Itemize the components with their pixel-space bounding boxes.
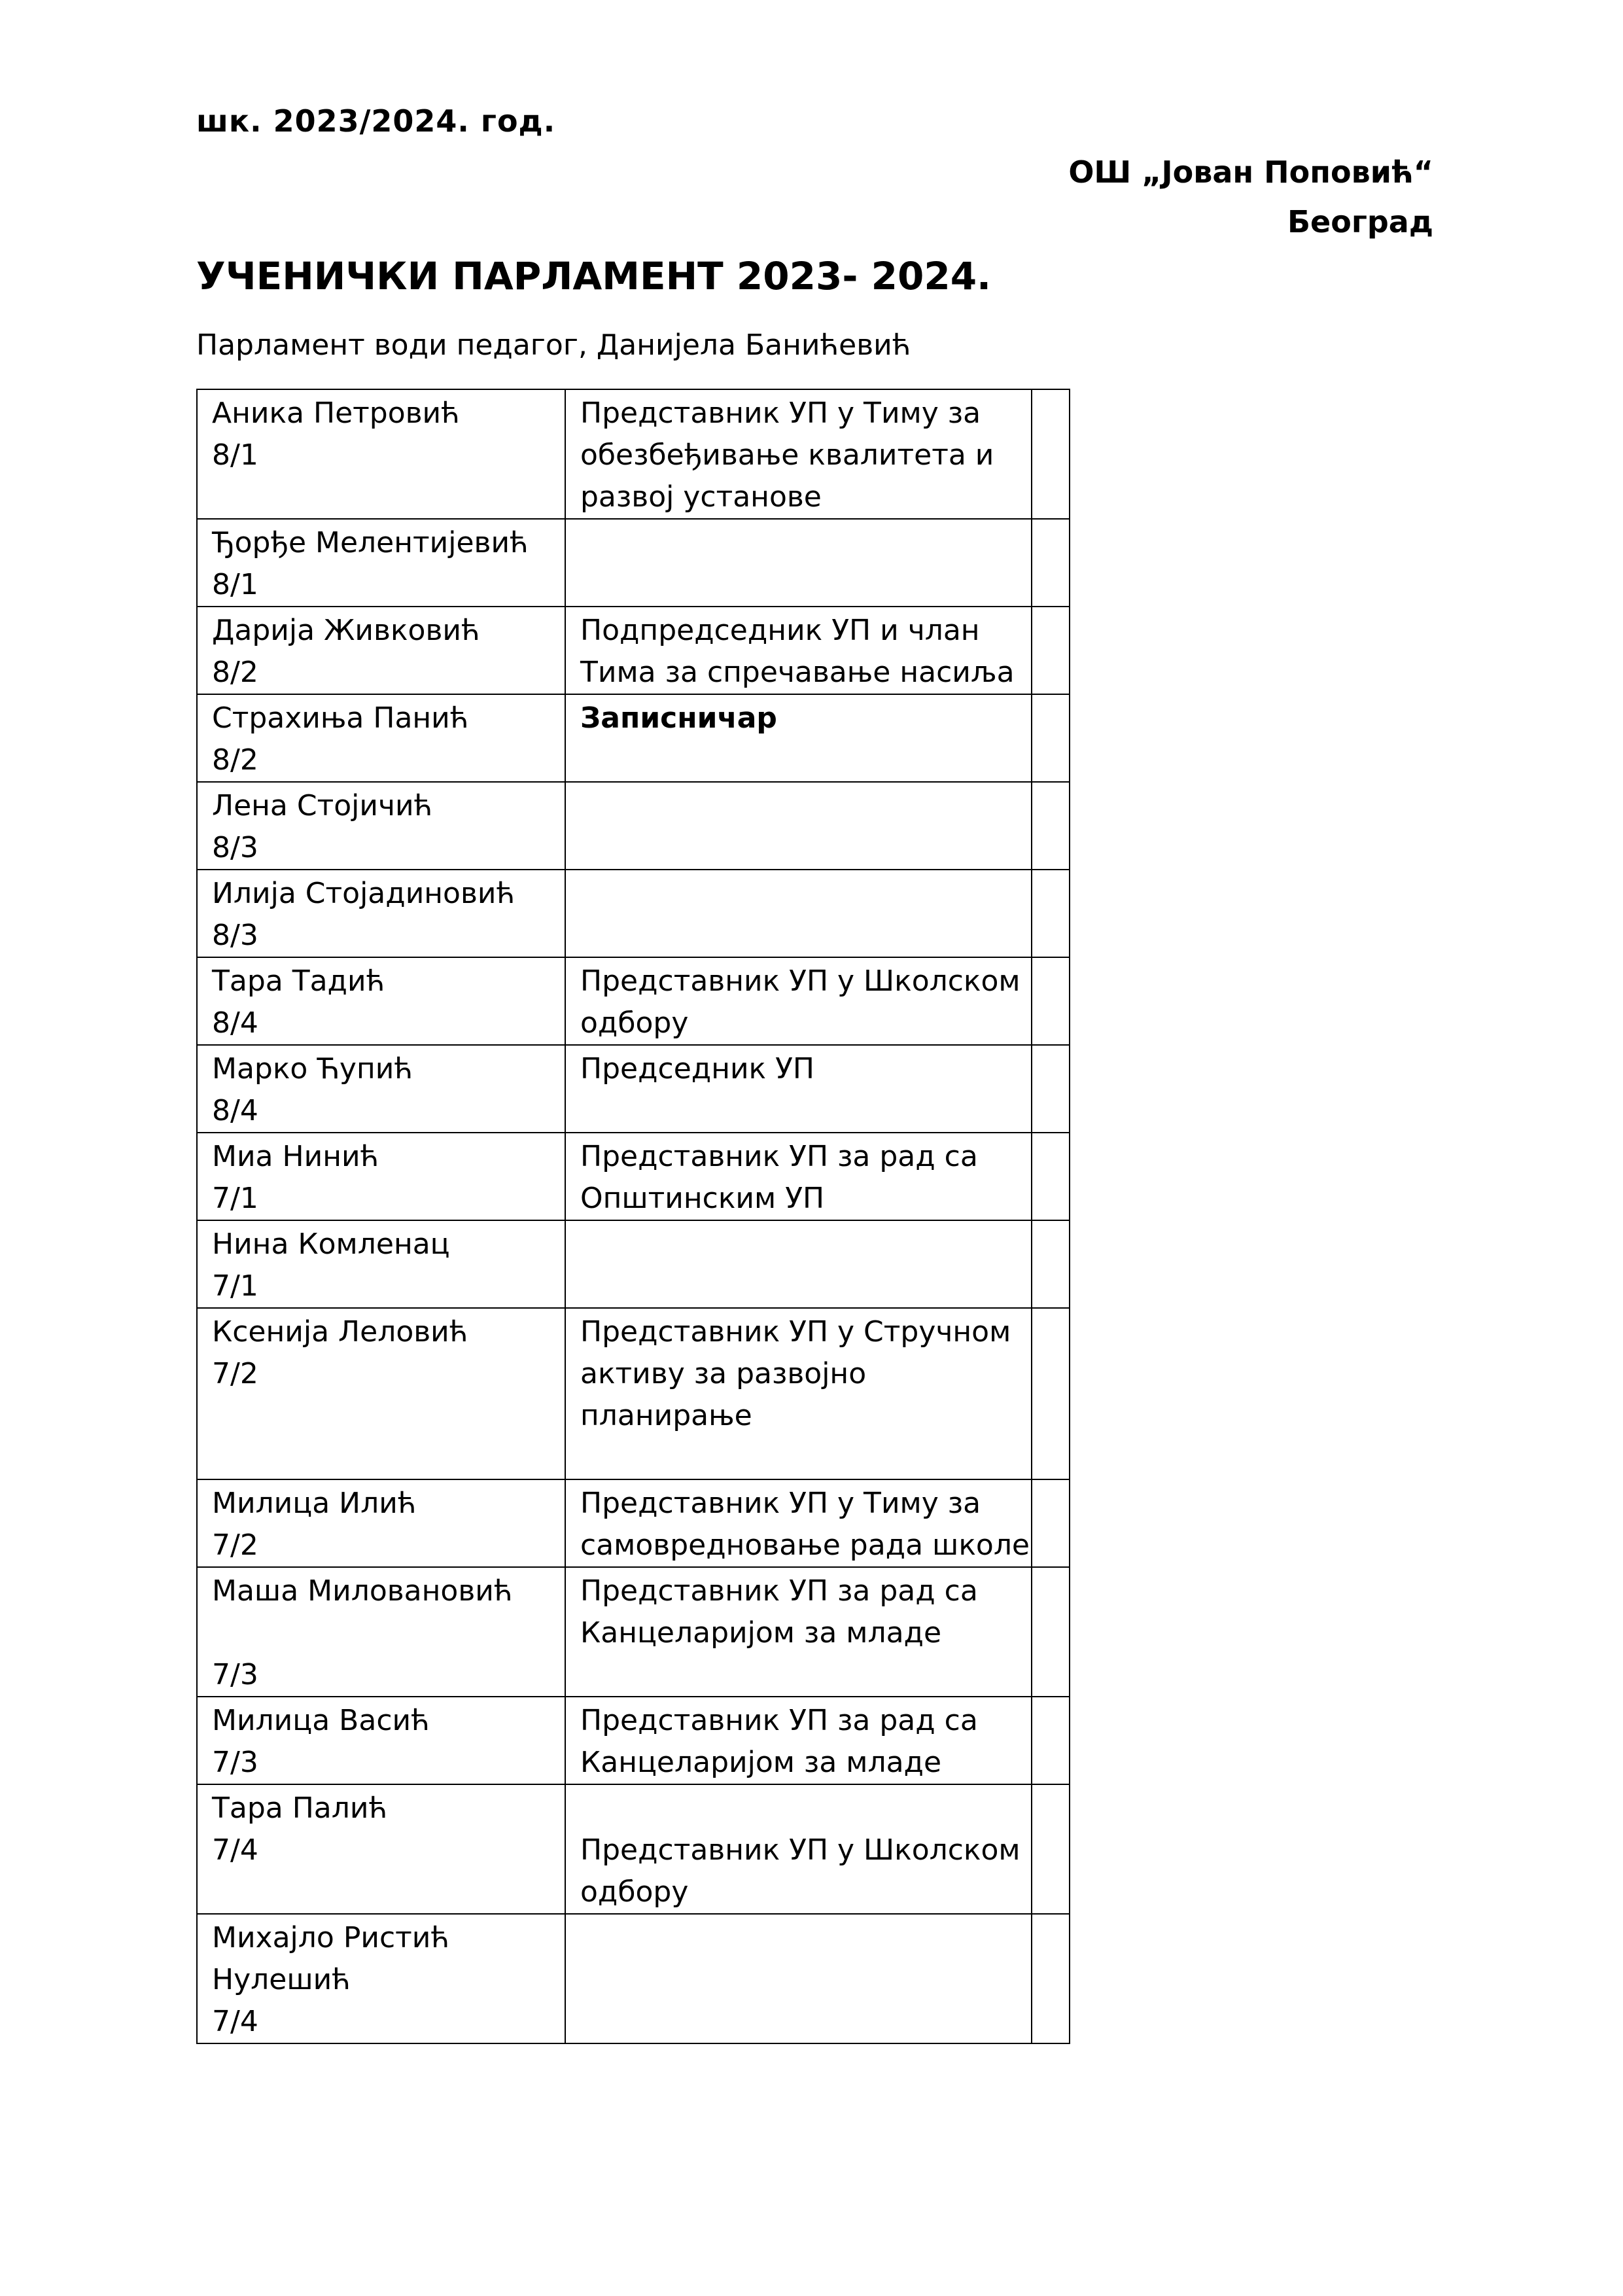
member-class: 8/1 xyxy=(212,438,258,472)
member-role: самовредновање рада школе xyxy=(580,1528,1030,1562)
table-row xyxy=(197,1045,1070,1133)
member-name: Ђорђе Мелентијевић xyxy=(212,526,529,559)
member-name: Дарија Живковић xyxy=(212,614,480,647)
member-class: 7/3 xyxy=(212,1658,258,1691)
blank-line xyxy=(580,1788,1017,1829)
empty-cell xyxy=(1032,1045,1070,1133)
member-role-cell xyxy=(565,1479,1032,1567)
member-name: Марко Ћупић xyxy=(212,1052,413,1086)
member-role-cell xyxy=(565,389,1032,519)
empty-cell xyxy=(1032,1784,1070,1914)
member-role: Представник УП у Школском xyxy=(580,964,1021,998)
member-class: 7/1 xyxy=(212,1182,258,1215)
member-role-cell xyxy=(565,694,1032,782)
school-year: шк. 2023/2024. год. xyxy=(196,103,556,139)
member-role-cell xyxy=(565,1220,1032,1308)
member-name-cell xyxy=(197,607,565,694)
table-row xyxy=(197,519,1070,607)
table-row xyxy=(197,1784,1070,1914)
member-role: обезбеђивање квалитета и xyxy=(580,438,994,472)
blank-line xyxy=(580,1437,1017,1479)
page-title: УЧЕНИЧКИ ПАРЛАМЕНТ 2023- 2024. xyxy=(196,254,992,298)
member-class: 7/2 xyxy=(212,1357,258,1390)
member-role: активу за развојно xyxy=(580,1357,867,1390)
member-role: развој установе xyxy=(580,480,822,514)
member-class: 8/4 xyxy=(212,1094,258,1127)
school-name: ОШ „Јован Поповић“ xyxy=(1068,154,1433,190)
member-name: Милица Илић xyxy=(212,1487,417,1520)
member-role-cell xyxy=(565,1567,1032,1697)
blank-line xyxy=(212,1612,550,1654)
empty-cell xyxy=(1032,782,1070,870)
member-role: одбору xyxy=(580,1006,689,1040)
empty-cell xyxy=(1032,870,1070,957)
member-role-cell xyxy=(565,607,1032,694)
empty-cell xyxy=(1032,1220,1070,1308)
member-class: 7/4 xyxy=(212,2005,258,2038)
empty-cell xyxy=(1032,694,1070,782)
member-name: Нина Комленац xyxy=(212,1227,450,1261)
member-role-cell xyxy=(565,1784,1032,1914)
school-city: Београд xyxy=(1287,204,1433,239)
member-role: Представник УП за рад са xyxy=(580,1140,978,1173)
table-row xyxy=(197,1479,1070,1567)
member-role-cell xyxy=(565,519,1032,607)
member-name-cell xyxy=(197,1567,565,1697)
empty-cell xyxy=(1032,957,1070,1045)
member-name-cell xyxy=(197,1220,565,1308)
member-role-cell xyxy=(565,1697,1032,1784)
table-row xyxy=(197,1567,1070,1697)
member-name-cell xyxy=(197,389,565,519)
table-row xyxy=(197,782,1070,870)
member-name-cell xyxy=(197,1784,565,1914)
table-row xyxy=(197,1133,1070,1220)
member-name: Тара Палић xyxy=(212,1792,388,1825)
empty-cell xyxy=(1032,1133,1070,1220)
table-row xyxy=(197,694,1070,782)
table-row xyxy=(197,870,1070,957)
member-role: Представник УП за рад са xyxy=(580,1704,978,1737)
member-role-cell xyxy=(565,782,1032,870)
member-class: Нулешић xyxy=(212,1963,351,1996)
table-row xyxy=(197,1697,1070,1784)
empty-cell xyxy=(1032,1308,1070,1479)
member-role: Представник УП за рад са xyxy=(580,1574,978,1608)
member-name: Милица Васић xyxy=(212,1704,430,1737)
member-name-cell xyxy=(197,782,565,870)
member-class: 8/2 xyxy=(212,743,258,777)
empty-cell xyxy=(1032,607,1070,694)
member-role-cell xyxy=(565,870,1032,957)
member-role: одбору xyxy=(580,1875,689,1909)
members-table-body xyxy=(197,389,1070,2043)
member-name-cell xyxy=(197,957,565,1045)
member-class: 7/1 xyxy=(212,1269,258,1303)
empty-cell xyxy=(1032,1914,1070,2043)
member-role-cell xyxy=(565,1133,1032,1220)
empty-cell xyxy=(1032,1697,1070,1784)
member-role-cell xyxy=(565,957,1032,1045)
member-role: Представник УП у Тиму за xyxy=(580,397,981,430)
table-row xyxy=(197,1220,1070,1308)
member-class: 8/4 xyxy=(212,1006,258,1040)
member-role: Представник УП у Стручном xyxy=(580,1315,1011,1349)
member-name-cell xyxy=(197,1308,565,1479)
member-class: 8/3 xyxy=(212,919,258,952)
member-name-cell xyxy=(197,1914,565,2043)
member-role: Представник УП у Тиму за xyxy=(580,1487,981,1520)
member-name: Миа Нинић xyxy=(212,1140,379,1173)
member-class: 8/1 xyxy=(212,568,258,601)
member-name-cell xyxy=(197,1133,565,1220)
table-row xyxy=(197,607,1070,694)
empty-cell xyxy=(1032,1567,1070,1697)
member-role-cell xyxy=(565,1308,1032,1479)
member-class: 7/2 xyxy=(212,1528,258,1562)
member-name-cell xyxy=(197,870,565,957)
table-row xyxy=(197,1308,1070,1479)
empty-cell xyxy=(1032,1479,1070,1567)
member-name: Аника Петровић xyxy=(212,397,460,430)
member-name: Ксенија Леловић xyxy=(212,1315,468,1349)
member-name: Илија Стојадиновић xyxy=(212,877,515,910)
member-name: Маша Миловановић xyxy=(212,1574,513,1608)
member-role-cell xyxy=(565,1914,1032,2043)
member-name-cell xyxy=(197,1479,565,1567)
member-name-cell xyxy=(197,1045,565,1133)
subtitle: Парламент води педагог, Данијела Банићевић xyxy=(196,328,911,362)
member-class: 8/3 xyxy=(212,831,258,864)
member-role: Тима за спречавање насиља xyxy=(580,656,1015,689)
member-class: 7/4 xyxy=(212,1833,258,1867)
table-row xyxy=(197,389,1070,519)
member-name: Страхиња Панић xyxy=(212,701,469,735)
member-role-cell xyxy=(565,1045,1032,1133)
member-role: Записничар xyxy=(580,701,777,735)
member-role: Општинским УП xyxy=(580,1182,825,1215)
members-table xyxy=(196,389,1070,2044)
member-class: 7/3 xyxy=(212,1746,258,1779)
member-role: Подпредседник УП и члан xyxy=(580,614,980,647)
member-name-cell xyxy=(197,694,565,782)
table-row xyxy=(197,1914,1070,2043)
member-role: Канцеларијом за младе xyxy=(580,1616,942,1650)
empty-cell xyxy=(1032,519,1070,607)
member-role: планирање xyxy=(580,1399,752,1432)
member-name: Лена Стојичић xyxy=(212,789,433,822)
empty-cell xyxy=(1032,389,1070,519)
member-role: Председник УП xyxy=(580,1052,815,1086)
member-name-cell xyxy=(197,519,565,607)
member-role: Канцеларијом за младе xyxy=(580,1746,942,1779)
member-role: Представник УП у Школском xyxy=(580,1833,1021,1867)
member-class: 8/2 xyxy=(212,656,258,689)
member-name-cell xyxy=(197,1697,565,1784)
member-name: Тара Тадић xyxy=(212,964,385,998)
table-row xyxy=(197,957,1070,1045)
member-name: Михајло Ристић xyxy=(212,1921,450,1954)
